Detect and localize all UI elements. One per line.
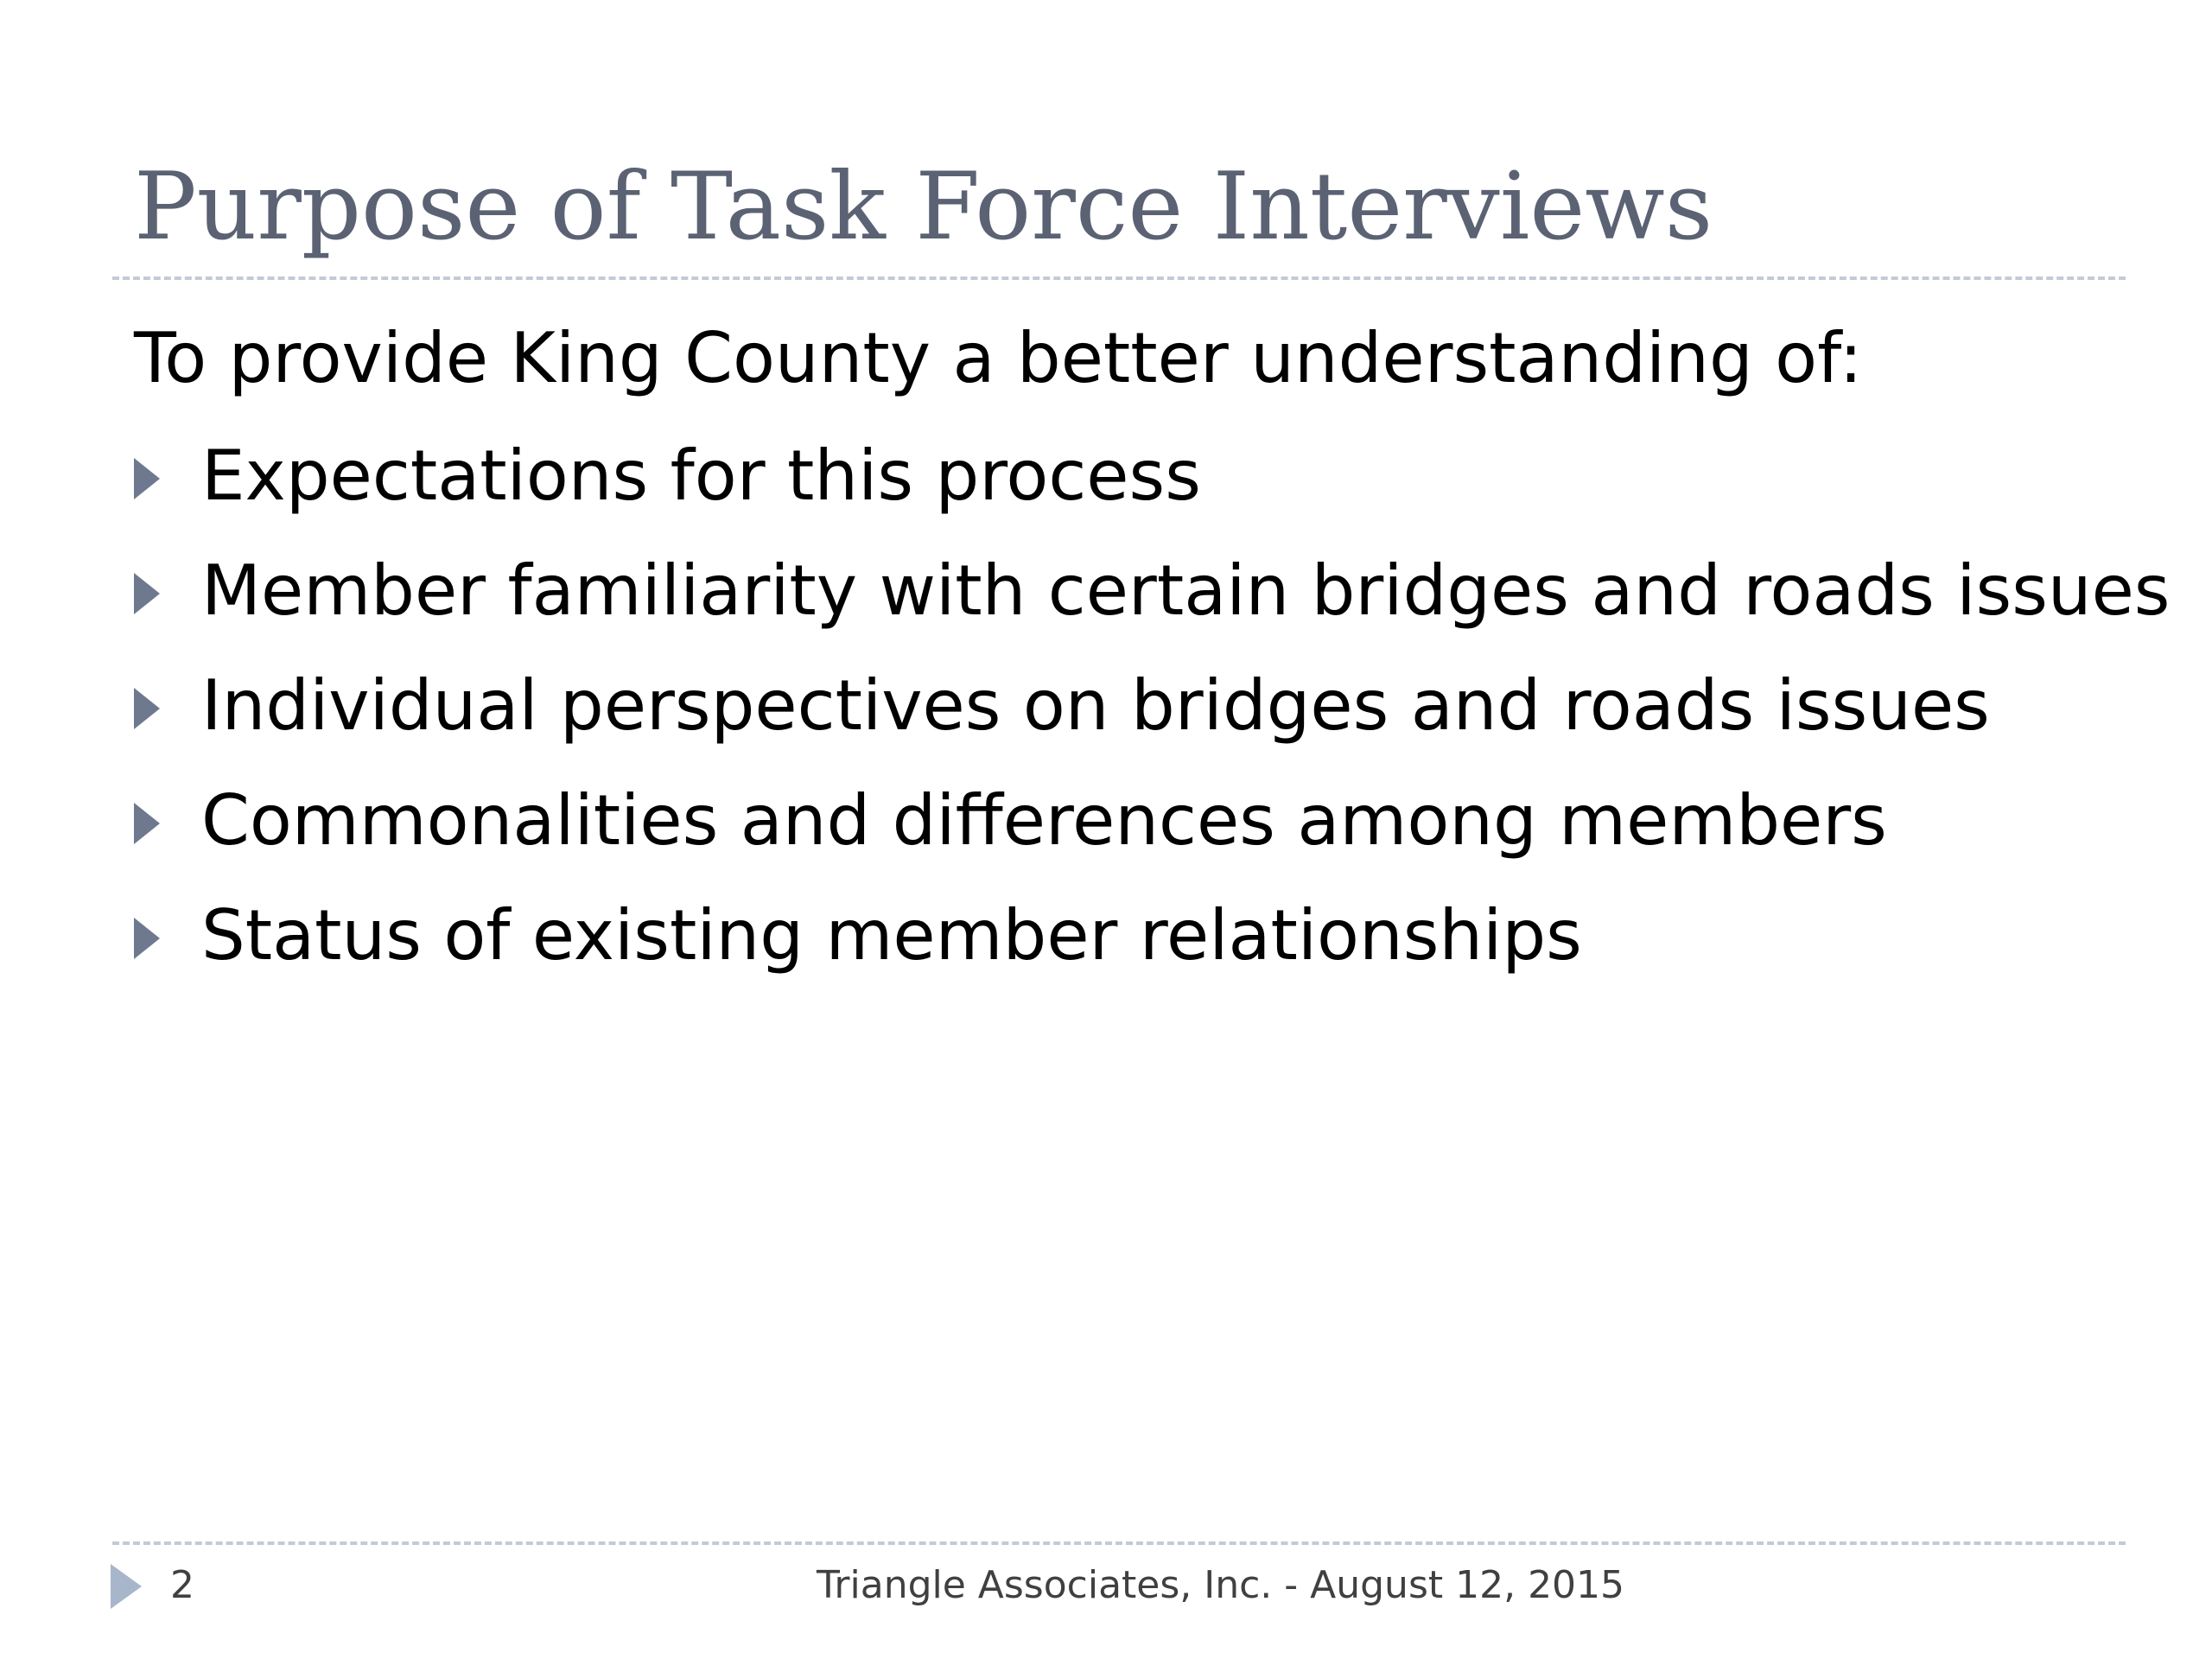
bullet-item xyxy=(134,429,2170,543)
bullet-text: Commonalities and differences among members xyxy=(201,780,1887,861)
slide-number: 2 xyxy=(170,1563,194,1607)
triangle-right-icon xyxy=(134,573,160,614)
bullet-list xyxy=(134,429,2170,1003)
bullet-item xyxy=(134,543,2170,658)
triangle-right-icon xyxy=(111,1564,142,1609)
bullet-item xyxy=(134,773,2170,888)
bullet-text: Expectations for this process xyxy=(201,435,1201,516)
bullet-item xyxy=(134,658,2170,773)
triangle-right-icon xyxy=(134,458,160,499)
bullet-text: Individual perspectives on bridges and roads issues xyxy=(201,665,1990,746)
footer-text: Triangle Associates, Inc. - August 12, 2015 xyxy=(817,1563,1625,1607)
title-divider xyxy=(112,276,2126,280)
triangle-right-icon xyxy=(134,803,160,844)
footer-divider xyxy=(112,1541,2126,1545)
bullet-item xyxy=(134,888,2170,1003)
triangle-right-icon xyxy=(134,918,160,959)
triangle-right-icon xyxy=(134,688,160,729)
slide-title: Purpose of Task Force Interviews xyxy=(134,153,1713,261)
bullet-text: Member familiarity with certain bridges and roads issues xyxy=(201,550,2171,631)
intro-text: To provide King County a better understanding of: xyxy=(134,318,1863,398)
bullet-text: Status of existing member relationships xyxy=(201,895,1582,976)
